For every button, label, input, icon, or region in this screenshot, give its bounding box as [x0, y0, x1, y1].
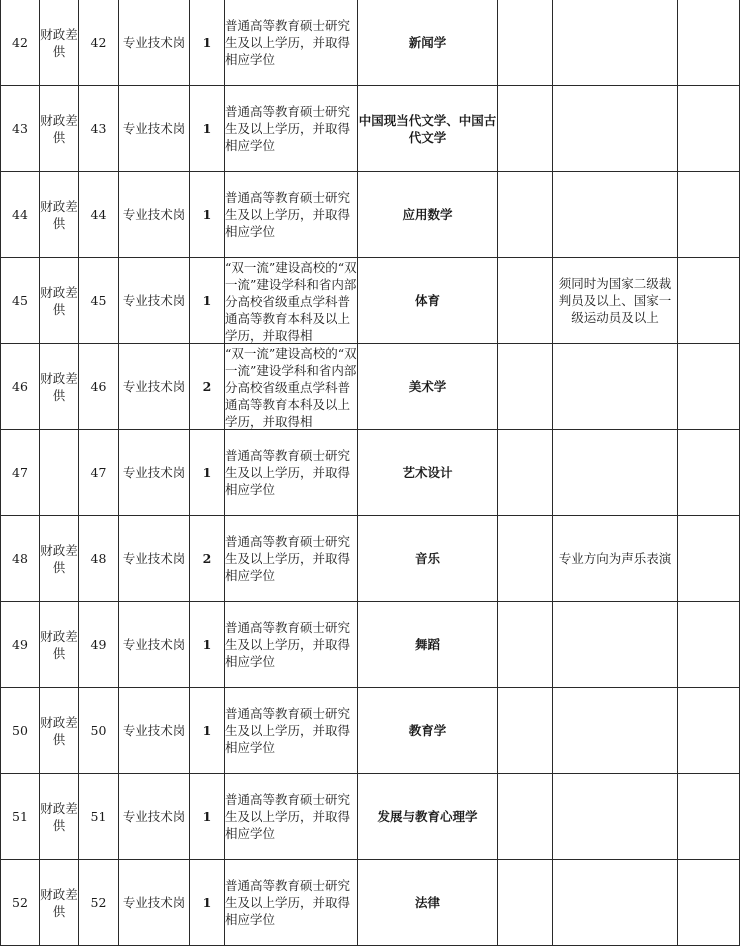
table-row [1, 0, 740, 86]
funding-type-cell [40, 430, 79, 516]
education-requirement-cell [225, 172, 358, 258]
education-requirement-cell [225, 688, 358, 774]
major-cell: 体育 [358, 258, 498, 344]
extra-cell-1 [498, 688, 553, 774]
table-row [1, 430, 740, 516]
seq-cell: 43 [1, 86, 40, 172]
table-row [1, 860, 740, 946]
major-cell: 法律 [358, 860, 498, 946]
seq-cell: 42 [1, 0, 40, 86]
major-cell: 发展与教育心理学 [358, 774, 498, 860]
post-category-cell: 专业技术岗 [119, 0, 190, 86]
extra-cell-1 [498, 602, 553, 688]
hire-count-cell: 2 [190, 516, 225, 602]
education-requirement-cell [225, 430, 358, 516]
education-requirement-cell [225, 0, 358, 86]
education-requirement-text: “双一流”建设高校的“双一流”建设学科和省内部分高校省级重点学科普通高等教育本科及以上学历，并取得相 [225, 345, 357, 429]
major-cell: 应用数学 [358, 172, 498, 258]
funding-type-cell: 财政差供 [40, 344, 79, 430]
note-cell: 专业方向为声乐表演 [553, 516, 678, 602]
post-category-cell: 专业技术岗 [119, 602, 190, 688]
education-requirement-text: 普通高等教育硕士研究生及以上学历，并取得相应学位 [225, 706, 351, 755]
post-code-cell: 47 [79, 430, 119, 516]
seq-cell: 45 [1, 258, 40, 344]
extra-cell-2 [678, 516, 740, 602]
hire-count-cell: 1 [190, 172, 225, 258]
funding-type-cell: 财政差供 [40, 0, 79, 86]
education-requirement-cell [225, 344, 358, 430]
major-cell: 艺术设计 [358, 430, 498, 516]
table-row [1, 344, 740, 430]
extra-cell-2 [678, 344, 740, 430]
extra-cell-1 [498, 172, 553, 258]
table-row [1, 602, 740, 688]
note-cell [553, 774, 678, 860]
major-cell: 舞蹈 [358, 602, 498, 688]
major-cell: 音乐 [358, 516, 498, 602]
education-requirement-text: 普通高等教育硕士研究生及以上学历，并取得相应学位 [225, 104, 351, 153]
note-cell [553, 0, 678, 86]
seq-cell: 51 [1, 774, 40, 860]
note-cell [553, 172, 678, 258]
extra-cell-1 [498, 774, 553, 860]
note-cell: 须同时为国家二级裁判员及以上、国家一级运动员及以上 [553, 258, 678, 344]
note-cell [553, 86, 678, 172]
extra-cell-2 [678, 688, 740, 774]
post-category-cell: 专业技术岗 [119, 344, 190, 430]
table-row [1, 258, 740, 344]
post-category-cell: 专业技术岗 [119, 688, 190, 774]
extra-cell-1 [498, 344, 553, 430]
note-cell [553, 344, 678, 430]
extra-cell-2 [678, 172, 740, 258]
extra-cell-1 [498, 258, 553, 344]
post-code-cell: 45 [79, 258, 119, 344]
table-row [1, 774, 740, 860]
major-cell: 新闻学 [358, 0, 498, 86]
education-requirement-text: 普通高等教育硕士研究生及以上学历，并取得相应学位 [225, 448, 351, 497]
extra-cell-2 [678, 774, 740, 860]
post-category-cell: 专业技术岗 [119, 430, 190, 516]
major-cell: 教育学 [358, 688, 498, 774]
post-category-cell: 专业技术岗 [119, 774, 190, 860]
table-row [1, 516, 740, 602]
hire-count-cell: 1 [190, 602, 225, 688]
education-requirement-text: 普通高等教育硕士研究生及以上学历，并取得相应学位 [225, 792, 351, 841]
funding-type-cell: 财政差供 [40, 688, 79, 774]
note-cell [553, 860, 678, 946]
seq-cell: 44 [1, 172, 40, 258]
post-category-cell: 专业技术岗 [119, 86, 190, 172]
seq-cell: 48 [1, 516, 40, 602]
post-category-cell: 专业技术岗 [119, 860, 190, 946]
seq-cell: 50 [1, 688, 40, 774]
education-requirement-cell [225, 516, 358, 602]
table-row [1, 688, 740, 774]
extra-cell-2 [678, 860, 740, 946]
extra-cell-1 [498, 860, 553, 946]
funding-type-cell: 财政差供 [40, 258, 79, 344]
education-requirement-cell [225, 860, 358, 946]
note-cell [553, 602, 678, 688]
extra-cell-1 [498, 86, 553, 172]
major-cell: 美术学 [358, 344, 498, 430]
table-body [1, 0, 740, 946]
education-requirement-text: “双一流”建设高校的“双一流”建设学科和省内部分高校省级重点学科普通高等教育本科及以上学历，并取得相 [225, 259, 357, 343]
table-row [1, 86, 740, 172]
funding-type-cell: 财政差供 [40, 516, 79, 602]
education-requirement-text: 普通高等教育硕士研究生及以上学历，并取得相应学位 [225, 190, 351, 239]
education-requirement-text: 普通高等教育硕士研究生及以上学历，并取得相应学位 [225, 878, 351, 927]
post-category-cell: 专业技术岗 [119, 172, 190, 258]
post-code-cell: 44 [79, 172, 119, 258]
extra-cell-1 [498, 0, 553, 86]
extra-cell-1 [498, 430, 553, 516]
funding-type-cell: 财政差供 [40, 774, 79, 860]
hire-count-cell: 2 [190, 344, 225, 430]
table-row [1, 172, 740, 258]
education-requirement-cell [225, 602, 358, 688]
funding-type-cell: 财政差供 [40, 860, 79, 946]
post-code-cell: 46 [79, 344, 119, 430]
funding-type-cell: 财政差供 [40, 86, 79, 172]
post-code-cell: 52 [79, 860, 119, 946]
post-category-cell: 专业技术岗 [119, 516, 190, 602]
extra-cell-2 [678, 86, 740, 172]
hire-count-cell: 1 [190, 258, 225, 344]
post-code-cell: 43 [79, 86, 119, 172]
post-code-cell: 49 [79, 602, 119, 688]
education-requirement-text: 普通高等教育硕士研究生及以上学历，并取得相应学位 [225, 620, 351, 669]
post-code-cell: 48 [79, 516, 119, 602]
note-cell [553, 430, 678, 516]
hire-count-cell: 1 [190, 688, 225, 774]
extra-cell-2 [678, 430, 740, 516]
extra-cell-2 [678, 602, 740, 688]
post-code-cell: 50 [79, 688, 119, 774]
hire-count-cell: 1 [190, 86, 225, 172]
education-requirement-text: 普通高等教育硕士研究生及以上学历，并取得相应学位 [225, 534, 351, 583]
major-cell: 中国现当代文学、中国古代文学 [358, 86, 498, 172]
seq-cell: 46 [1, 344, 40, 430]
funding-type-cell: 财政差供 [40, 602, 79, 688]
hire-count-cell: 1 [190, 430, 225, 516]
hire-count-cell: 1 [190, 0, 225, 86]
seq-cell: 47 [1, 430, 40, 516]
post-category-cell: 专业技术岗 [119, 258, 190, 344]
hire-count-cell: 1 [190, 774, 225, 860]
education-requirement-cell [225, 258, 358, 344]
funding-type-cell: 财政差供 [40, 172, 79, 258]
extra-cell-2 [678, 0, 740, 86]
seq-cell: 52 [1, 860, 40, 946]
post-code-cell: 51 [79, 774, 119, 860]
post-code-cell: 42 [79, 0, 119, 86]
note-cell [553, 688, 678, 774]
education-requirement-cell [225, 86, 358, 172]
extra-cell-1 [498, 516, 553, 602]
hire-count-cell: 1 [190, 860, 225, 946]
education-requirement-cell [225, 774, 358, 860]
education-requirement-text: 普通高等教育硕士研究生及以上学历，并取得相应学位 [225, 18, 351, 67]
seq-cell: 49 [1, 602, 40, 688]
extra-cell-2 [678, 258, 740, 344]
